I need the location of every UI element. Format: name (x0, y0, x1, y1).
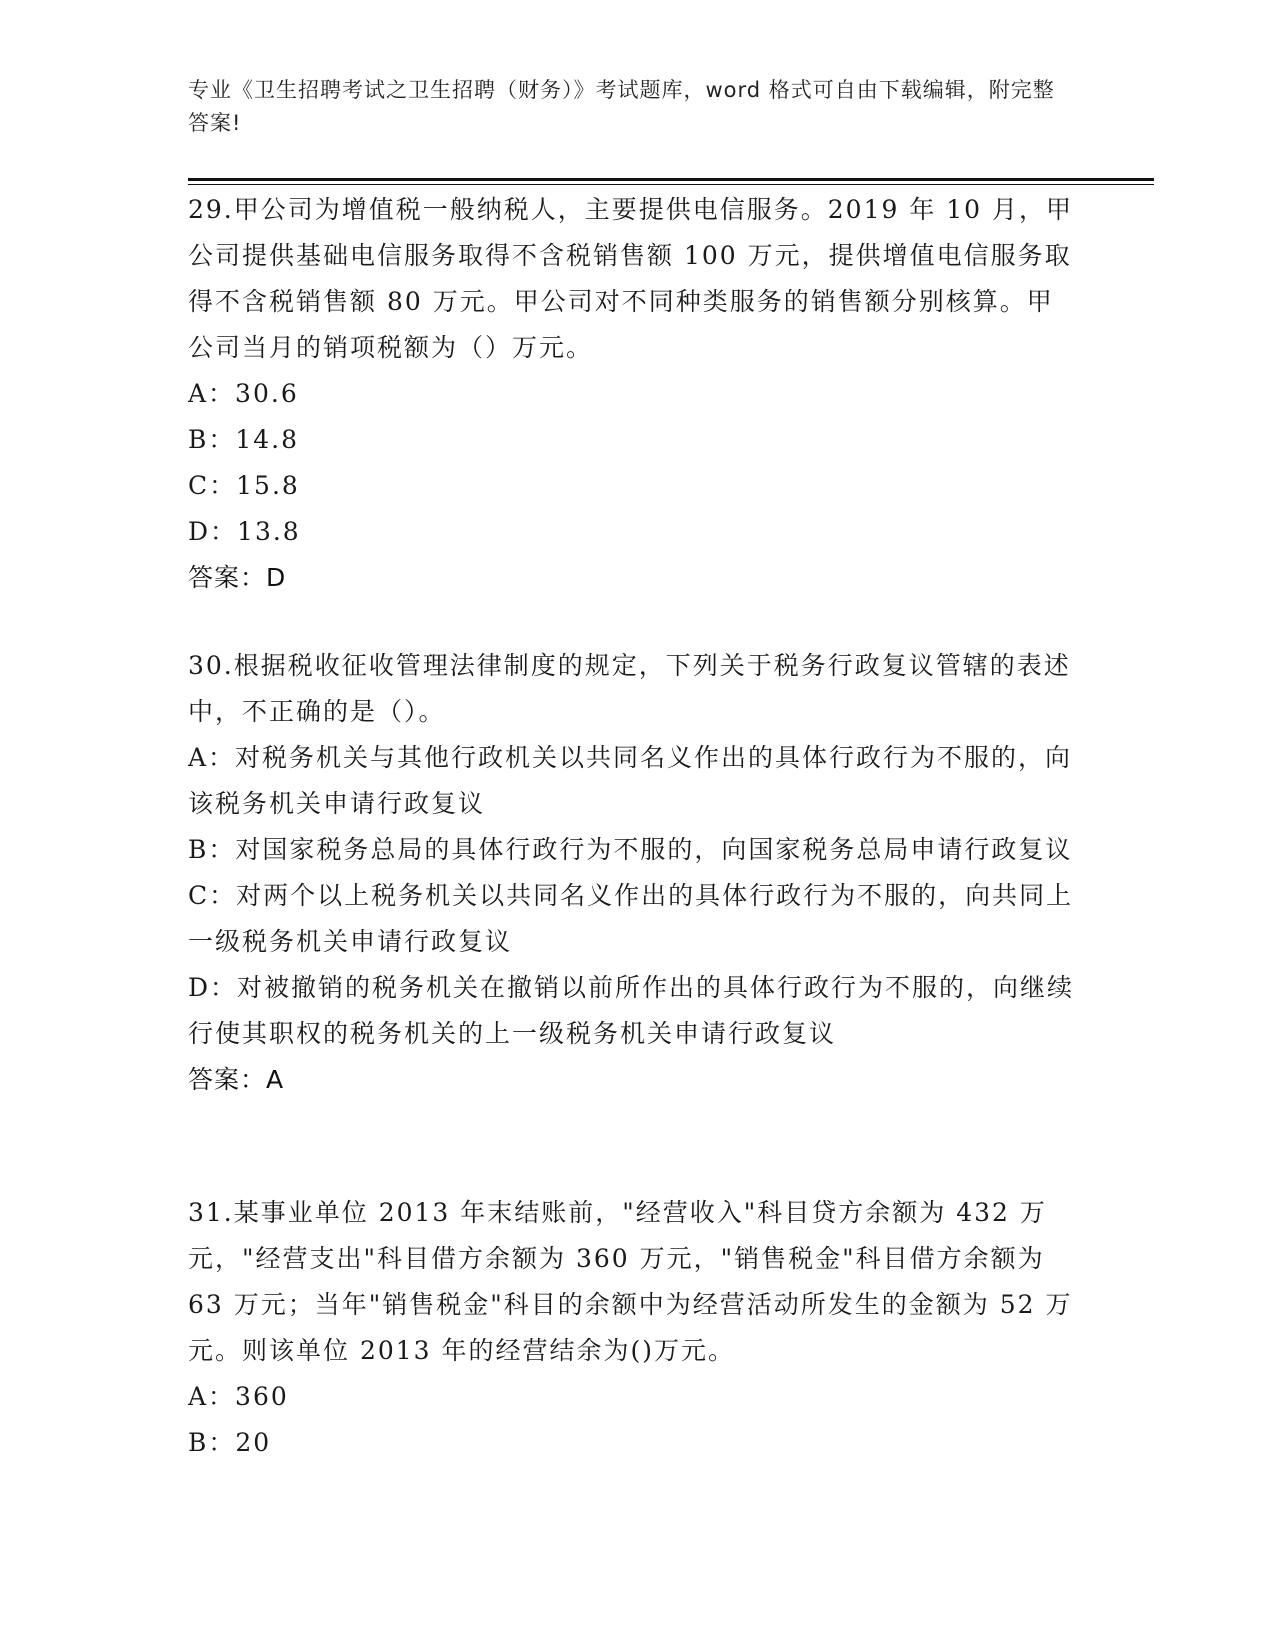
option-b: B：14.8 (188, 425, 300, 454)
question-stem: 29.甲公司为增值税一般纳税人，主要提供电信服务。2019 年 10 月，甲公司提供基础电信服务取得不含税销售额 100 万元，提供增值电信服务取得不含税销售额 80 万元。甲公司对不同种类服务的销售额分别核算。甲公司当月的销项税额为（）万元。 (188, 195, 1074, 362)
option-b: B：20 (188, 1428, 272, 1457)
question-stem: 30.根据税收征收管理法律制度的规定，下列关于税务行政复议管辖的表述中，不正确的是（）。 (188, 651, 1071, 726)
answer: 答案：A (188, 1065, 285, 1094)
header-divider-thick (188, 178, 1154, 181)
option-b: B：对国家税务总局的具体行政行为不服的，向国家税务总局申请行政复议 (188, 835, 1073, 864)
option-c: C：对两个以上税务机关以共同名义作出的具体行政行为不服的，向共同上一级税务机关申请行政复议 (188, 881, 1074, 956)
option-a: A：对税务机关与其他行政机关以共同名义作出的具体行政行为不服的，向该税务机关申请行政复议 (188, 743, 1073, 818)
option-d: D：13.8 (188, 517, 301, 546)
answer: 答案：D (188, 563, 287, 592)
option-a: A：360 (188, 1382, 289, 1411)
question-30 (188, 643, 1078, 1103)
header-divider-thin (188, 184, 1154, 185)
option-a: A：30.6 (188, 379, 299, 408)
option-d: D：对被撤销的税务机关在撤销以前所作出的具体行政行为不服的，向继续行使其职权的税务机关的上一级税务机关申请行政复议 (188, 973, 1075, 1048)
question-stem: 31.某事业单位 2013 年末结账前，"经营收入"科目贷方余额为 432 万元，"经营支出"科目借方余额为 360 万元，"销售税金"科目借方余额为 63 万元；当年"销售税金"科目的余额中为经营活动所发生的金额为 52 万元。则该单位 2013 年的经营结余为()万元。 (188, 1198, 1073, 1365)
document-header: 专业《卫生招聘考试之卫生招聘（财务）》考试题库，word 格式可自由下载编辑，附完整答案! (188, 78, 1055, 135)
option-c: C：15.8 (188, 471, 300, 500)
question-29 (188, 187, 1078, 601)
question-31 (188, 1190, 1078, 1466)
